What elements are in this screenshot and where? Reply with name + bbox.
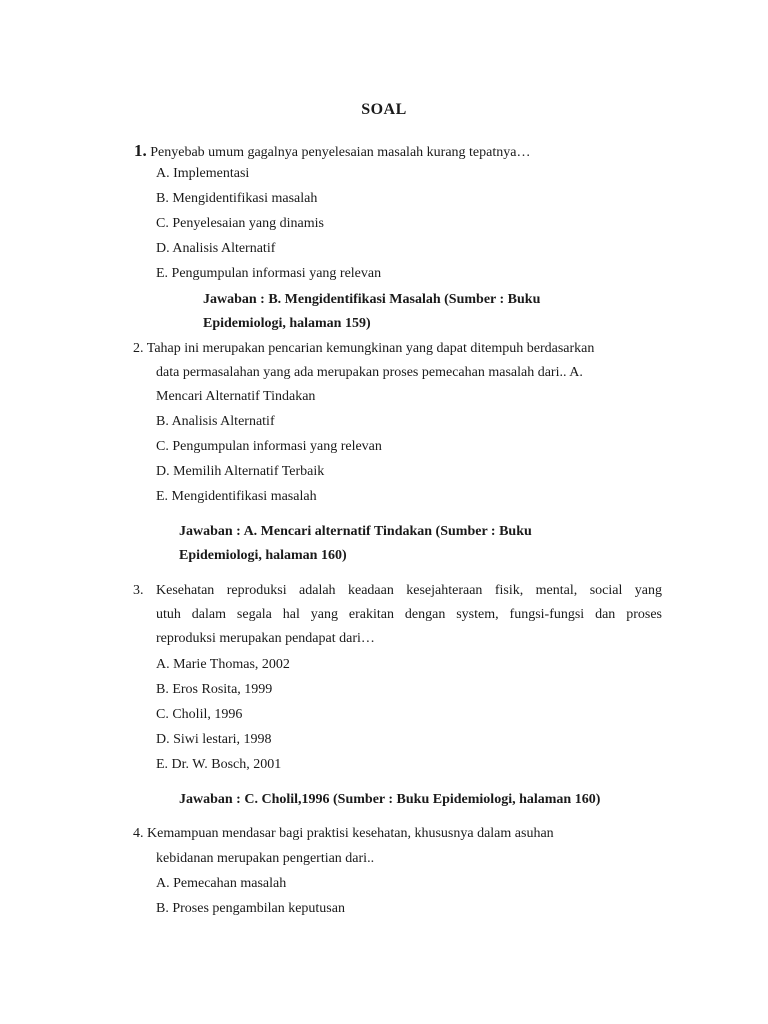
q1-answer-line-2: Epidemiologi, halaman 159)	[203, 316, 371, 331]
q2-answer-line-1: Jawaban : A. Mencari alternatif Tindakan (Sumber : Buku	[179, 524, 532, 539]
q4-text-line-1: 4. Kemampuan mendasar bagi praktisi kesehatan, khususnya dalam asuhan	[133, 826, 554, 841]
q1-option-d: D. Analisis Alternatif	[156, 241, 276, 256]
q2-option-e: E. Mengidentifikasi masalah	[156, 489, 317, 504]
q4-option-b: B. Proses pengambilan keputusan	[156, 901, 345, 916]
q3-text-line-2: utuh dalam segala hal yang erakitan dengan system, fungsi-fungsi dan proses	[156, 607, 662, 622]
q1-option-c: C. Penyelesaian yang dinamis	[156, 216, 324, 231]
q3-option-b: B. Eros Rosita, 1999	[156, 682, 273, 697]
q3-answer-line-1: Jawaban : C. Cholil,1996 (Sumber : Buku Epidemiologi, halaman 160)	[179, 792, 601, 807]
q3-option-e: E. Dr. W. Bosch, 2001	[156, 757, 282, 772]
question-1-text: Penyebab umum gagalnya penyelesaian masalah kurang tepatnya…	[150, 145, 531, 160]
q4-option-a: A. Pemecahan masalah	[156, 876, 287, 891]
q4-text-line-2: kebidanan merupakan pengertian dari..	[156, 851, 375, 866]
q2-text-line-2: data permasalahan yang ada merupakan proses pemecahan masalah dari.. A.	[156, 365, 583, 380]
q2-answer-line-2: Epidemiologi, halaman 160)	[179, 548, 347, 563]
q2-text-line-3: Mencari Alternatif Tindakan	[156, 389, 316, 404]
q1-option-b: B. Mengidentifikasi masalah	[156, 191, 318, 206]
q3-option-a: A. Marie Thomas, 2002	[156, 657, 290, 672]
q2-option-d: D. Memilih Alternatif Terbaik	[156, 464, 325, 479]
page-title: SOAL	[361, 101, 407, 118]
q3-text-line-3: reproduksi merupakan pendapat dari…	[156, 631, 375, 646]
q1-option-a: A. Implementasi	[156, 166, 250, 181]
q2-text-line-1: 2. Tahap ini merupakan pencarian kemungkinan yang dapat ditempuh berdasarkan	[133, 341, 595, 356]
question-1	[134, 142, 530, 162]
q3-text-line-1: Kesehatan reproduksi adalah keadaan kesejahteraan fisik, mental, social yang	[156, 583, 662, 598]
question-1-number: 1.	[134, 141, 147, 160]
q1-option-e: E. Pengumpulan informasi yang relevan	[156, 266, 382, 281]
q3-option-c: C. Cholil, 1996	[156, 707, 243, 722]
q2-option-b: B. Analisis Alternatif	[156, 414, 275, 429]
q1-answer-line-1: Jawaban : B. Mengidentifikasi Masalah (Sumber : Buku	[203, 292, 541, 307]
q3-number: 3.	[133, 583, 144, 598]
q3-option-d: D. Siwi lestari, 1998	[156, 732, 272, 747]
q2-option-c: C. Pengumpulan informasi yang relevan	[156, 439, 382, 454]
